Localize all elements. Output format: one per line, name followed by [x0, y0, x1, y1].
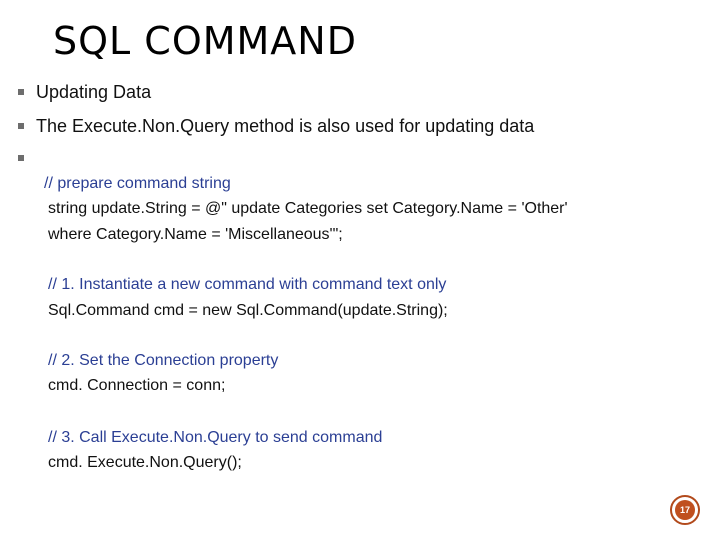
code-line-sqlcommand: Sql.Command cmd = new Sql.Command(update.String);: [48, 302, 448, 319]
bullet-marker: [18, 89, 24, 95]
bullet-marker: [18, 155, 24, 161]
bullet-marker: [18, 123, 24, 129]
bullet-updating-data: Updating Data: [36, 82, 152, 102]
code-comment-step3: // 3. Call Execute.Non.Query to send command: [48, 429, 383, 446]
code-line-where: where Category.Name = 'Miscellaneous'";: [48, 226, 343, 243]
code-line-execute: cmd. Execute.Non.Query();: [48, 454, 242, 471]
page-number-badge: [670, 495, 700, 525]
code-comment-prepare: // prepare command string: [44, 175, 231, 192]
bullet-executenonquery: The Execute.Non.Query method is also used for updating data: [36, 116, 535, 136]
code-line-connection: cmd. Connection = conn;: [48, 377, 226, 394]
slide-title: SQL COMMAND: [53, 19, 357, 63]
page-number: 17: [675, 500, 695, 520]
code-comment-step1: // 1. Instantiate a new command with command text only: [48, 276, 447, 293]
code-comment-step2: // 2. Set the Connection property: [48, 352, 279, 369]
code-line-update-string: string update.String = @" update Categories set Category.Name = 'Other': [48, 200, 568, 217]
